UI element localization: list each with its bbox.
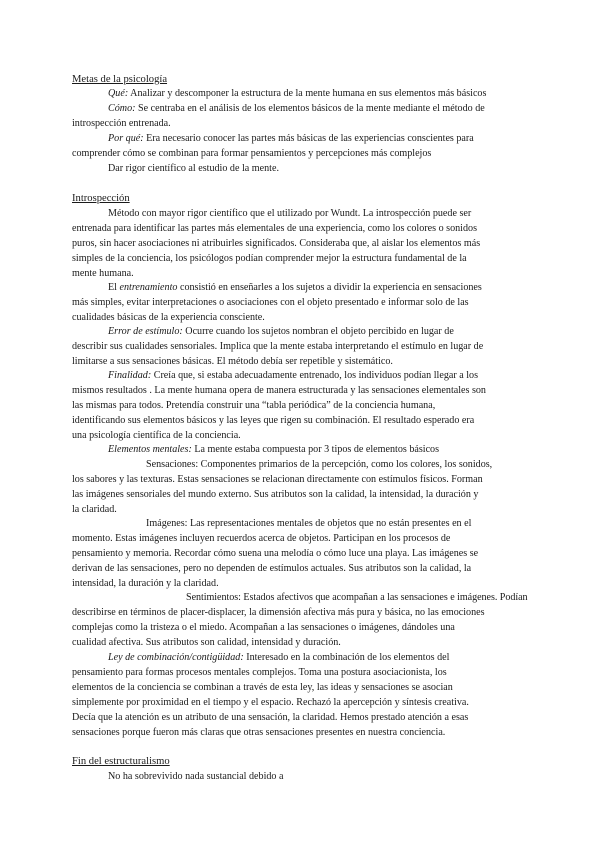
paragraph-line: identificando sus elementos básicos y las leyes que rigen su combinación. El resultado esperado era xyxy=(72,415,475,426)
que-text: Analizar y descomponer la estructura de la mente humana en sus elementos más básicos xyxy=(128,88,487,99)
paragraph-line: entrenada para identificar las partes más elementales de una experiencia, como los colores o sonidos xyxy=(72,223,477,234)
paragraph-line: derivan de las sensaciones, pero no dependen de estímulos actuales. Sus atributos son la calidad, la xyxy=(72,563,472,574)
paragraph-line: simplemente por proximidad en el tiempo y el espacio. Rechazó la apercepción y síntesis creativa. xyxy=(72,697,469,708)
finalidad-term: Finalidad: xyxy=(108,370,152,381)
que-line xyxy=(108,86,486,101)
paragraph-line: describirse en términos de placer-displacer, la dimensión afectiva más pura y básica, no las emociones xyxy=(72,607,485,618)
paragraph-line: mente humana. xyxy=(72,268,134,279)
porque-text: Era necesario conocer las partes más básicas de las experiencias conscientes para xyxy=(143,133,474,144)
ley-text: Interesado en la combinación de los elementos del xyxy=(243,652,450,663)
section-heading-metas: Metas de la psicología xyxy=(72,74,168,85)
paragraph-line: elementos de la conciencia se combinan a través de esta ley, las ideas y sensaciones se asocian xyxy=(72,682,453,693)
paragraph-line: pensamiento y memoria. Recordar cómo suena una melodía o cómo luce una playa. Las imágenes se xyxy=(72,548,479,559)
porque-continuation: comprender cómo se combinan para formar pensamientos y percepciones más complejos xyxy=(72,148,432,159)
elementos-text: La mente estaba compuesta por 3 tipos de elementos básicos xyxy=(191,444,440,455)
paragraph-line: los sabores y las texturas. Estas sensaciones se relacionan directamente con estímulos físicos. Forman xyxy=(72,474,483,485)
entrenamiento-text: consistió en enseñarles a los sujetos a dividir la experiencia en sensaciones xyxy=(177,282,482,293)
entrenamiento-pre: El xyxy=(108,282,120,293)
paragraph-line: las mismas para todos. Pretendía construir una “tabla periódica” de la conciencia humana, xyxy=(72,400,436,411)
paragraph-line: simples de la conciencia, los psicólogos podían comprender mejor la estructura fundamental de la xyxy=(72,253,467,264)
finalidad-line xyxy=(108,368,478,383)
como-line xyxy=(108,101,485,116)
ley-line xyxy=(108,650,449,665)
sensaciones-line: Sensaciones: Componentes primarios de la percepción, como los colores, los sonidos, xyxy=(146,459,493,470)
paragraph-line: mismos resultados . La mente humana opera de manera estructurada y las sensaciones elementales son xyxy=(72,385,486,396)
error-line xyxy=(108,324,454,339)
paragraph-line: cualidades básicas de la experiencia consciente. xyxy=(72,312,265,323)
porque-line xyxy=(108,131,474,146)
imagenes-line: Imágenes: Las representaciones mentales de objetos que no están presentes en el xyxy=(146,518,472,529)
paragraph-line: pensamiento para formas procesos mentales complejos. Toma una postura asociacionista, los xyxy=(72,667,447,678)
que-label: Qué: xyxy=(108,88,129,99)
paragraph-line: la claridad. xyxy=(72,504,117,515)
como-text: Se centraba en el análisis de los elementos básicos de la mente mediante el método de xyxy=(135,103,485,114)
paragraph-line: describir sus cualidades sensoriales. Implica que la mente estaba interpretando el estímulo en lugar de xyxy=(72,341,484,352)
paragraph-line: más simples, evitar interpretaciones o asociaciones con el objeto presentado e informar solo de las xyxy=(72,297,469,308)
paragraph-line: limitarse a sus sensaciones básicas. El método debía ser repetible y sistemático. xyxy=(72,356,393,367)
error-term: Error de estímulo: xyxy=(108,326,183,337)
section-heading-fin: Fin del estructuralismo xyxy=(72,756,170,767)
entrenamiento-term: entrenamiento xyxy=(119,282,178,293)
como-label: Cómo: xyxy=(108,103,136,114)
porque-label: Por qué: xyxy=(108,133,144,144)
entrenamiento-line xyxy=(108,280,482,295)
ley-term: Ley de combinación/contigüidad: xyxy=(108,652,244,663)
paragraph-line: momento. Estas imágenes incluyen recuerdos acerca de objetos. Participan en los procesos de xyxy=(72,533,451,544)
paragraph-line: sensaciones porque fueron más claras que otras sensaciones presentes en nuestra conciencia. xyxy=(72,727,446,738)
paragraph-line: las imágenes sensoriales del mundo externo. Sus atributos son la calidad, la intensidad, la duración y xyxy=(72,489,479,500)
paragraph-line: cualidad afectiva. Sus atributos son calidad, intensidad y duración. xyxy=(72,637,341,648)
paragraph-line: complejas como la tristeza o el miedo. Acompañan a las sensaciones o imágenes, dándoles una xyxy=(72,622,455,633)
fin-line: No ha sobrevivido nada sustancial debido a xyxy=(108,771,284,782)
paragraph-line: intensidad, la duración y la claridad. xyxy=(72,578,219,589)
como-continuation: introspección entrenada. xyxy=(72,118,171,129)
elementos-term: Elementos mentales: xyxy=(108,444,192,455)
paragraph-line: Decía que la atención es un atributo de una sensación, la claridad. Hemos prestado atención a esas xyxy=(72,712,469,723)
section-heading-introspeccion: Introspección xyxy=(72,193,130,204)
finalidad-text: Creía que, si estaba adecuadamente entrenado, los individuos podían llegar a los xyxy=(151,370,479,381)
extra-line: Dar rigor científico al estudio de la mente. xyxy=(108,163,279,174)
elementos-line xyxy=(108,442,439,457)
sentimientos-line: Sentimientos: Estados afectivos que acompañan a las sensaciones e imágenes. Podían xyxy=(186,592,528,603)
paragraph-line: Método con mayor rigor científico que el utilizado por Wundt. La introspección puede ser xyxy=(108,208,472,219)
error-text: Ocurre cuando los sujetos nombran el objeto percibido en lugar de xyxy=(182,326,454,337)
paragraph-line: una psicología científica de la conciencia. xyxy=(72,430,241,441)
paragraph-line: puros, sin hacer asociaciones ni atribuirles significados. Consideraba que, al aislar los elementos más xyxy=(72,238,481,249)
